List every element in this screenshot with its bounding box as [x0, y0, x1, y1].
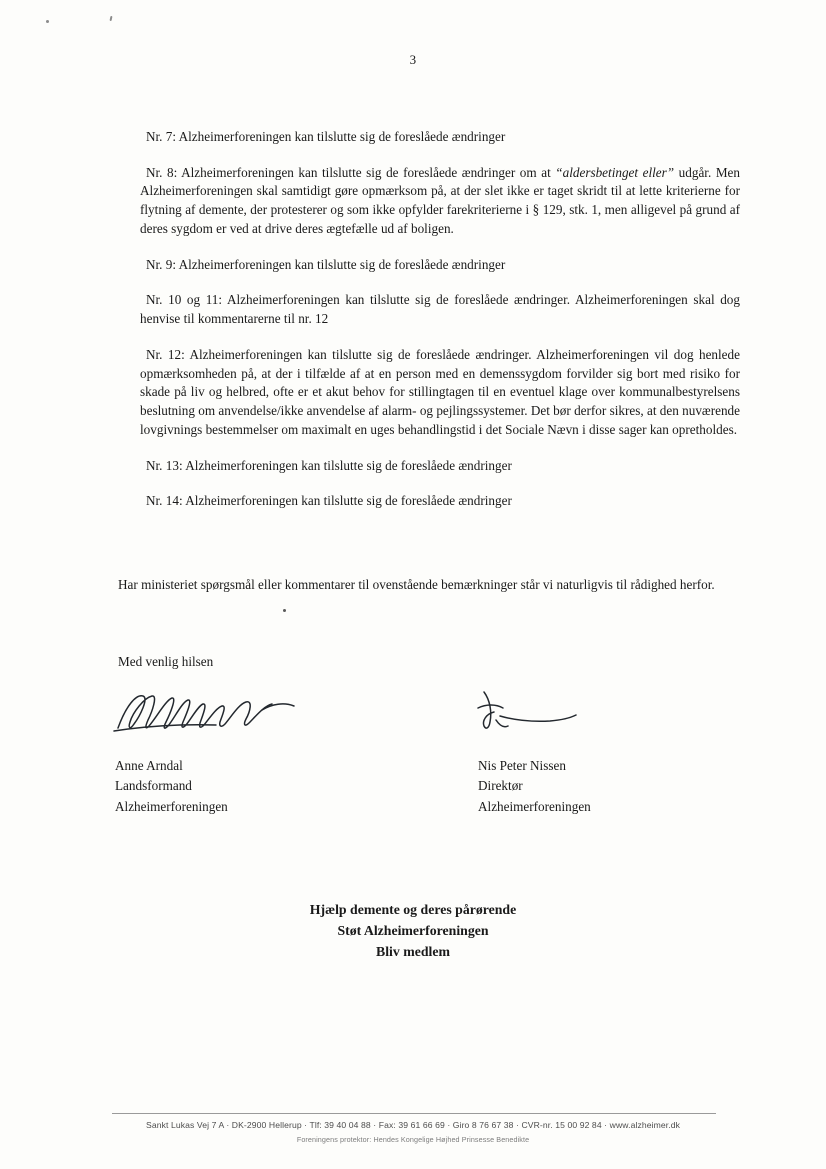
signatory-organization: Alzheimerforeningen	[115, 798, 228, 814]
slogan-line-2: Støt Alzheimerforeningen	[337, 922, 489, 938]
signatory-organization: Alzheimerforeningen	[478, 798, 591, 814]
footer-contact-line: Sankt Lukas Vej 7 A · DK-2900 Hellerup · Tlf: 39 40 04 88 · Fax: 39 61 66 69 · Giro 8 76 67 38 · CVR-nr. 15 00 92 84 · www.alzheimer.dk	[145, 1120, 681, 1130]
signatory-name: Anne Arndal	[115, 758, 183, 773]
paragraph-text: Nr. 12: Alzheimerforeningen kan tilslutte sig de foreslåede ændringer. Alzheimerforeningen vil dog henlede opmærksomheden på, at der i tilfælde af at en person med en demenssygdom forvilder sig bort med risiko for skade på liv og helbred, ofte er et akut behov for stillingtagen til en eventuel klage over kommunalbestyrelsens beslutning om anvendelse/ikke anvendelse af alarm- og pejlingssystemer. Det bør derfor sikres, at den nuværende lovgivnings bestemmelser om maximalt en uges behandlingstid i det Sociale Nævn i disse sager kan opretholdes.	[140, 346, 740, 437]
signatory-name: Nis Peter Nissen	[478, 758, 566, 773]
paragraph-nr7	[140, 128, 740, 147]
paragraph-nr12	[140, 346, 740, 440]
signatory-title: Landsformand	[115, 778, 192, 794]
closing-paragraph: Har ministeriet spørgsmål eller kommentarer til ovenstående bemærkninger står vi naturligvis til rådighed herfor.	[118, 577, 715, 592]
signatory-left	[115, 756, 228, 817]
paragraph-emphasis: “aldersbetinget eller”	[555, 164, 675, 180]
paragraph-text: Nr. 14: Alzheimerforeningen kan tilslutte sig de foreslåede ændringer	[146, 493, 512, 509]
paragraph-text: Nr. 7: Alzheimerforeningen kan tilslutte sig de foreslåede ændringer	[146, 129, 506, 144]
document-body	[140, 128, 740, 526]
handwritten-signature-icon	[112, 684, 322, 739]
slogan-line-1: Hjælp demente og deres pårørende	[309, 902, 517, 917]
slogan-line-3: Bliv medlem	[376, 943, 450, 959]
paragraph-text: Nr. 13: Alzheimerforeningen kan tilslutte sig de foreslåede ændringer	[146, 457, 512, 473]
paragraph-nr14	[140, 492, 740, 511]
handwritten-signature-icon	[470, 686, 610, 738]
scan-artifact-speck	[110, 16, 113, 21]
closing-block	[118, 575, 740, 594]
paragraph-nr13	[140, 457, 740, 476]
paragraph-text: Nr. 10 og 11: Alzheimerforeningen kan tilslutte sig de foreslåede ændringer. Alzheimerforeningen skal dog henvise til kommentarerne til nr. 12	[140, 292, 740, 327]
paragraph-text: Nr. 8: Alzheimerforeningen kan tilslutte sig de foreslåede ændringer om at	[146, 164, 556, 180]
paragraph-nr10-11	[140, 291, 740, 328]
slogan-block	[0, 900, 826, 963]
page-number: 3	[409, 52, 417, 67]
paragraph-nr8	[140, 164, 740, 239]
paragraph-text: Nr. 9: Alzheimerforeningen kan tilslutte sig de foreslåede ændringer	[146, 256, 506, 272]
paragraph-nr9	[140, 256, 740, 275]
scan-artifact-speck	[46, 20, 49, 23]
signatory-title: Direktør	[478, 778, 523, 794]
paragraph-text-continued: udgår. Men Alzheimerforeningen skal samtidigt gøre opmærksom på, at der slet ikke er taget skridt til at lette kriterierne for flytning af demente, der protesterer og som ikke opfylder farekriterierne i § 129, stk. 1, men alligevel på grund af deres sygdom er ved at drive deres ægtefælle ud af boligen.	[140, 164, 740, 236]
signatory-right	[478, 756, 591, 817]
scan-artifact-dot	[283, 609, 286, 612]
footer-patron-line: Foreningens protektor: Hendes Kongelige Højhed Prinsesse Benedikte	[296, 1135, 530, 1144]
regards-line: Med venlig hilsen	[118, 654, 214, 669]
footer-divider	[112, 1113, 716, 1114]
